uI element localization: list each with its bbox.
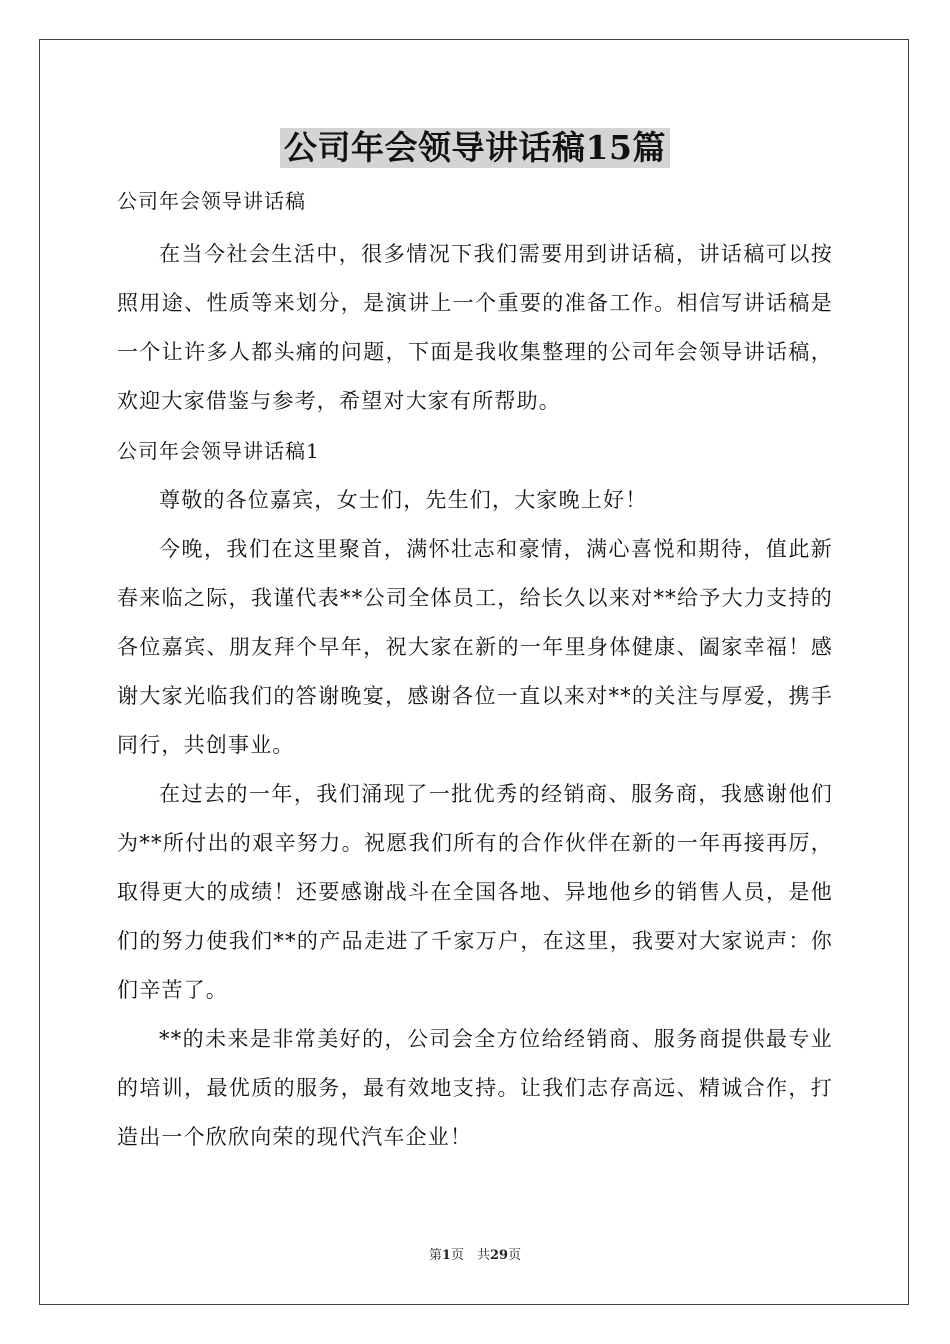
body-paragraph-opening: 今晚，我们在这里聚首，满怀壮志和豪情，满心喜悦和期待，值此新春来临之际，我谨代表**公司全体员工，给长久以来对**给予大力支持的各位嘉宾、朋友拜个早年，祝大家在新的一年里身体健康、阖家幸福！感谢大家光临我们的答谢晚宴，感谢各位一直以来对**的关注与厚爱，携手同行，共创事业。 — [117, 537, 833, 757]
document-body — [117, 180, 833, 1162]
section-heading-main: 公司年会领导讲话稿 — [117, 189, 306, 213]
intro-paragraph: 在当今社会生活中，很多情况下我们需要用到讲话稿，讲话稿可以按照用途、性质等来划分，是演讲上一个重要的准备工作。相信写讲话稿是一个让许多人都头痛的问题，下面是我收集整理的公司年会领导讲话稿，欢迎大家借鉴与参考，希望对大家有所帮助。 — [117, 242, 833, 413]
title-container — [0, 128, 950, 168]
footer-page-total: 29 — [489, 1248, 509, 1263]
footer-page-mid: 页 共 — [450, 1248, 490, 1263]
body-paragraph-greeting: 尊敬的各位嘉宾，女士们，先生们，大家晚上好！ — [159, 488, 648, 512]
page-footer — [0, 1244, 950, 1263]
body-paragraph-thanks: 在过去的一年，我们涌现了一批优秀的经销商、服务商，我感谢他们为**所付出的艰辛努力。祝愿我们所有的合作伙伴在新的一年再接再厉，取得更大的成绩！还要感谢战斗在全国各地、异地他乡的销售人员，是他们的努力使我们**的产品走进了千家万户，在这里，我要对大家说声：你们辛苦了。 — [117, 782, 833, 1002]
body-paragraph-future: **的未来是非常美好的，公司会全方位给经销商、服务商提供最专业的培训，最优质的服务，最有效地支持。让我们志存高远、精诚合作，打造出一个欣欣向荣的现代汽车企业！ — [117, 1027, 833, 1149]
footer-page-prefix: 第 — [428, 1248, 442, 1263]
section-heading-1: 公司年会领导讲话稿1 — [117, 439, 320, 463]
document-title: 公司年会领导讲话稿15篇 — [280, 128, 670, 168]
footer-page-current: 1 — [441, 1248, 451, 1263]
footer-page-suffix: 页 — [508, 1248, 522, 1263]
